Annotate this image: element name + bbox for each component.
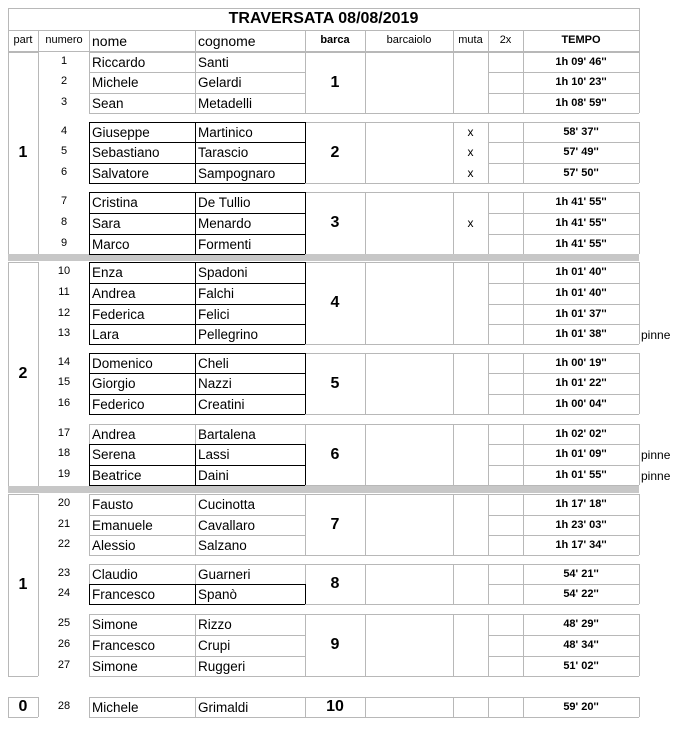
part-separator (8, 254, 639, 261)
name-box-side (89, 122, 90, 183)
row-line (488, 163, 639, 164)
header-cognome: cognome (198, 33, 256, 49)
name-box-side (305, 262, 306, 344)
part-bottom-line (8, 676, 38, 677)
row-cognome: Cucinotta (198, 497, 256, 512)
row-tempo: 1h 01' 37'' (555, 308, 607, 320)
boat-number: 3 (330, 214, 340, 231)
header-col-divider (523, 31, 524, 52)
row-line (89, 656, 305, 657)
group-col-divider (365, 614, 366, 676)
row-line (488, 444, 639, 445)
row-nome: Michele (92, 700, 139, 715)
row-tempo: 1h 09' 46'' (555, 56, 607, 68)
name-box-bottom (89, 183, 305, 184)
row-tempo: 1h 01' 40'' (555, 287, 607, 299)
row-cognome: Felici (198, 307, 230, 322)
row-cognome: Guarneri (198, 567, 251, 582)
row-tempo: 1h 01' 09'' (555, 448, 607, 460)
name-box-side (195, 262, 196, 344)
name-box-row (89, 465, 305, 466)
group-col-divider (639, 564, 640, 604)
row-cognome: De Tullio (198, 195, 251, 210)
group-col-divider (195, 697, 196, 717)
row-note: pinne (641, 469, 671, 483)
name-box-top (89, 584, 305, 585)
part-number: 1 (18, 144, 28, 161)
header-col-divider (453, 31, 454, 52)
row-line (488, 584, 639, 585)
boat-number: 1 (330, 73, 340, 91)
row-numero: 20 (57, 497, 71, 509)
row-cognome: Pellegrino (198, 327, 259, 342)
row-numero: 19 (57, 468, 71, 480)
name-box-row (89, 304, 305, 305)
row-numero: 21 (57, 518, 71, 530)
row-numero: 11 (58, 286, 70, 298)
name-box-side (195, 584, 196, 604)
row-cognome: Creatini (198, 397, 245, 412)
row-nome: Andrea (92, 286, 136, 301)
row-cognome: Rizzo (198, 617, 232, 632)
name-box-row (89, 394, 305, 395)
group-top-line (89, 614, 639, 615)
group-col-divider (639, 614, 640, 676)
row-tempo: 1h 17' 18'' (555, 498, 607, 510)
boat-number: 5 (330, 374, 340, 392)
group-col-divider (365, 192, 366, 254)
part-number: 0 (18, 698, 28, 715)
row-cognome: Cheli (198, 356, 229, 371)
group-col-divider (453, 262, 454, 344)
row-numero: 3 (60, 96, 68, 108)
row-cognome: Santi (198, 55, 229, 70)
row-cognome: Spanò (198, 587, 238, 602)
group-bottom-line (89, 717, 639, 718)
row-tempo: 1h 00' 04'' (555, 398, 607, 410)
group-col-divider (89, 697, 90, 717)
group-col-divider (639, 697, 640, 717)
group-col-divider (639, 192, 640, 254)
name-box-bottom (89, 485, 305, 486)
group-col-divider (365, 52, 366, 113)
row-numero: 25 (57, 617, 71, 629)
row-numero: 23 (57, 567, 71, 579)
row-cognome: Menardo (198, 216, 252, 231)
name-box-row (89, 324, 305, 325)
group-col-divider (488, 353, 489, 414)
header-title-line (8, 30, 639, 31)
row-muta: x (467, 125, 474, 139)
row-tempo: 58' 37'' (563, 126, 599, 138)
name-box-side (195, 353, 196, 414)
group-col-divider (639, 122, 640, 183)
row-tempo: 48' 29'' (563, 618, 599, 630)
row-line (89, 635, 305, 636)
row-nome: Giorgio (92, 376, 136, 391)
group-col-divider (639, 353, 640, 414)
row-nome: Riccardo (92, 55, 146, 70)
row-nome: Salvatore (92, 166, 150, 181)
row-tempo: 48' 34'' (563, 639, 599, 651)
row-nome: Andrea (92, 427, 136, 442)
name-box-row (89, 234, 305, 235)
row-numero: 1 (60, 55, 68, 67)
name-box-side (305, 122, 306, 183)
header-barca: barca (320, 34, 350, 46)
row-tempo: 1h 00' 19'' (555, 357, 607, 369)
row-nome: Fausto (92, 497, 134, 512)
row-numero: 6 (60, 166, 68, 178)
group-col-divider (365, 353, 366, 414)
name-box-bottom (89, 604, 305, 605)
row-numero: 5 (60, 145, 68, 157)
boat-number: 9 (330, 636, 340, 653)
name-box-top (89, 353, 305, 354)
row-cognome: Bartalena (198, 427, 256, 442)
name-box-side (89, 353, 90, 414)
group-col-divider (365, 262, 366, 344)
name-box-side (89, 192, 90, 254)
boat-number: 10 (326, 698, 344, 715)
group-col-divider (365, 424, 366, 485)
group-col-divider (89, 494, 90, 555)
name-box-side (305, 192, 306, 254)
row-nome: Alessio (92, 538, 136, 553)
row-numero: 13 (57, 327, 71, 339)
part-separator (8, 486, 639, 493)
row-nome: Lara (92, 327, 120, 342)
group-col-divider (488, 192, 489, 254)
boat-number: 7 (330, 515, 340, 533)
header-col-divider (305, 31, 306, 52)
row-tempo: 57' 50'' (563, 167, 599, 179)
row-cognome: Cavallaro (198, 518, 256, 533)
group-bottom-line (89, 676, 639, 677)
row-tempo: 1h 17' 34'' (555, 539, 607, 551)
row-tempo: 1h 02' 02'' (555, 428, 607, 440)
row-numero: 14 (57, 356, 71, 368)
group-col-divider (488, 697, 489, 717)
row-line (488, 72, 639, 73)
group-col-divider (453, 52, 454, 113)
name-box-top (89, 262, 305, 263)
row-tempo: 1h 10' 23'' (555, 76, 607, 88)
boat-number: 8 (330, 575, 340, 592)
group-col-divider (453, 424, 454, 485)
row-tempo: 1h 01' 22'' (555, 377, 607, 389)
row-nome: Domenico (92, 356, 153, 371)
name-box-side (195, 444, 196, 485)
row-line (488, 283, 639, 284)
row-tempo: 1h 41' 55'' (555, 196, 607, 208)
group-col-divider (639, 262, 640, 344)
header-top-line (8, 8, 639, 9)
row-tempo: 1h 08' 59'' (555, 97, 607, 109)
row-numero: 26 (57, 638, 71, 650)
row-line (488, 304, 639, 305)
group-col-divider (195, 494, 196, 555)
row-cognome: Daini (198, 468, 229, 483)
header-muta: muta (458, 34, 483, 46)
group-top-line (89, 494, 639, 495)
part-bottom-line (8, 717, 38, 718)
row-nome: Sean (92, 96, 124, 111)
part-top-line (8, 494, 38, 495)
name-box-bottom (89, 414, 305, 415)
row-numero: 2 (60, 75, 68, 87)
header-barcaiolo: barcaiolo (386, 34, 432, 46)
header-col-divider (195, 31, 196, 52)
row-nome: Marco (92, 237, 130, 252)
row-line (488, 394, 639, 395)
row-cognome: Tarascio (198, 145, 249, 160)
header-col-divider (89, 31, 90, 52)
header-col-divider (488, 31, 489, 52)
row-tempo: 1h 01' 55'' (555, 469, 607, 481)
row-cognome: Spadoni (198, 265, 248, 280)
name-box-top (89, 122, 305, 123)
name-box-side (89, 262, 90, 344)
group-col-divider (453, 494, 454, 555)
row-numero: 12 (57, 307, 71, 319)
row-tempo: 1h 41' 55'' (555, 238, 607, 250)
row-tempo: 1h 41' 55'' (555, 217, 607, 229)
name-box-row (89, 373, 305, 374)
row-line (488, 234, 639, 235)
row-numero: 9 (60, 237, 68, 249)
header-left-line (8, 8, 9, 52)
group-bottom-line (89, 555, 639, 556)
group-col-divider (639, 494, 640, 555)
row-nome: Simone (92, 659, 138, 674)
part-top-line (8, 262, 38, 263)
group-col-divider (488, 52, 489, 113)
row-cognome: Formenti (198, 237, 252, 252)
row-line (89, 515, 305, 516)
row-nome: Federica (92, 307, 145, 322)
row-nome: Sebastiano (92, 145, 160, 160)
row-tempo: 54' 21'' (563, 568, 599, 580)
row-cognome: Sampognaro (198, 166, 276, 181)
row-cognome: Lassi (198, 447, 230, 462)
row-numero: 17 (57, 427, 71, 439)
name-box-side (305, 444, 306, 485)
name-box-side (305, 353, 306, 414)
boat-number: 4 (330, 294, 340, 311)
row-nome: Cristina (92, 195, 138, 210)
row-nome: Giuseppe (92, 125, 150, 140)
group-col-divider (488, 424, 489, 485)
group-top-line (89, 52, 639, 53)
group-col-divider (453, 697, 454, 717)
row-numero: 7 (60, 195, 68, 207)
name-box-side (195, 192, 196, 254)
name-box-side (89, 584, 90, 604)
part-number: 2 (18, 365, 28, 382)
row-line (89, 72, 305, 73)
row-cognome: Metadelli (198, 96, 253, 111)
boat-number: 2 (330, 143, 340, 161)
row-cognome: Salzano (198, 538, 247, 553)
row-line (488, 142, 639, 143)
group-col-divider (453, 564, 454, 604)
row-cognome: Grimaldi (198, 700, 249, 715)
row-nome: Enza (92, 265, 123, 280)
row-nome: Francesco (92, 587, 156, 602)
group-col-divider (488, 494, 489, 555)
group-col-divider (453, 353, 454, 414)
header-2x: 2x (499, 34, 512, 46)
row-numero: 27 (57, 659, 71, 671)
header-col-divider (365, 31, 366, 52)
sheet-title: TRAVERSATA 08/08/2019 (228, 10, 419, 27)
name-box-top (89, 192, 305, 193)
row-muta: x (467, 216, 474, 230)
group-top-line (89, 424, 639, 425)
header-tempo: TEMPO (561, 34, 601, 46)
row-nome: Simone (92, 617, 138, 632)
row-muta: x (467, 145, 474, 159)
name-box-row (89, 142, 305, 143)
row-line (488, 535, 639, 536)
row-numero: 16 (57, 397, 71, 409)
part-number: 1 (18, 576, 28, 593)
group-col-divider (89, 614, 90, 676)
row-nome: Serena (92, 447, 136, 462)
row-tempo: 1h 01' 38'' (555, 328, 607, 340)
row-nome: Emanuele (92, 518, 153, 533)
row-muta: x (467, 166, 474, 180)
row-line (488, 213, 639, 214)
row-line (488, 635, 639, 636)
row-numero: 28 (57, 700, 71, 712)
boat-number: 6 (330, 445, 340, 463)
group-col-divider (365, 697, 366, 717)
name-box-side (89, 444, 90, 485)
group-col-divider (453, 614, 454, 676)
group-bottom-line (89, 113, 639, 114)
group-col-divider (639, 52, 640, 113)
row-numero: 24 (57, 587, 71, 599)
row-line (488, 93, 639, 94)
row-line (488, 515, 639, 516)
row-numero: 4 (60, 125, 68, 137)
row-cognome: Gelardi (198, 75, 242, 90)
group-col-divider (488, 614, 489, 676)
row-nome: Federico (92, 397, 145, 412)
group-col-divider (488, 122, 489, 183)
name-box-bottom (89, 344, 305, 345)
row-tempo: 1h 01' 40'' (555, 266, 607, 278)
name-box-row (89, 213, 305, 214)
group-col-divider (488, 262, 489, 344)
row-numero: 18 (57, 447, 71, 459)
row-line (488, 324, 639, 325)
row-line (89, 535, 305, 536)
group-col-divider (195, 614, 196, 676)
row-tempo: 1h 23' 03'' (555, 519, 607, 531)
row-cognome: Crupi (198, 638, 231, 653)
row-numero: 8 (60, 216, 68, 228)
row-tempo: 54' 22'' (563, 588, 599, 600)
row-line (488, 656, 639, 657)
row-line (488, 373, 639, 374)
group-col-divider (365, 564, 366, 604)
name-box-side (305, 584, 306, 604)
row-numero: 15 (57, 376, 71, 388)
row-nome: Michele (92, 75, 139, 90)
row-cognome: Martinico (198, 125, 253, 140)
group-col-divider (89, 52, 90, 113)
row-note: pinne (641, 448, 671, 462)
name-box-top (89, 444, 305, 445)
row-nome: Beatrice (92, 468, 142, 483)
row-numero: 10 (57, 265, 71, 277)
header-right-line (639, 8, 640, 52)
name-box-row (89, 283, 305, 284)
group-top-line (89, 564, 639, 565)
row-nome: Sara (92, 216, 121, 231)
header-numero: numero (45, 34, 83, 46)
row-note: pinne (641, 328, 671, 342)
row-tempo: 59' 20'' (563, 701, 599, 713)
row-line (89, 93, 305, 94)
group-col-divider (195, 52, 196, 113)
row-nome: Claudio (92, 567, 138, 582)
row-nome: Francesco (92, 638, 156, 653)
header-col-divider (38, 31, 39, 52)
group-col-divider (365, 494, 366, 555)
group-col-divider (639, 424, 640, 485)
row-numero: 22 (57, 538, 71, 550)
row-cognome: Nazzi (198, 376, 232, 391)
row-line (488, 465, 639, 466)
row-tempo: 57' 49'' (563, 146, 599, 158)
row-cognome: Ruggeri (198, 659, 246, 674)
name-box-bottom (89, 254, 305, 255)
name-box-row (89, 163, 305, 164)
row-tempo: 51' 02'' (563, 660, 599, 672)
group-col-divider (365, 122, 366, 183)
part-top-line (8, 52, 38, 53)
header-part: part (13, 34, 33, 46)
name-box-side (195, 122, 196, 183)
row-cognome: Falchi (198, 286, 235, 301)
header-nome: nome (92, 33, 128, 49)
